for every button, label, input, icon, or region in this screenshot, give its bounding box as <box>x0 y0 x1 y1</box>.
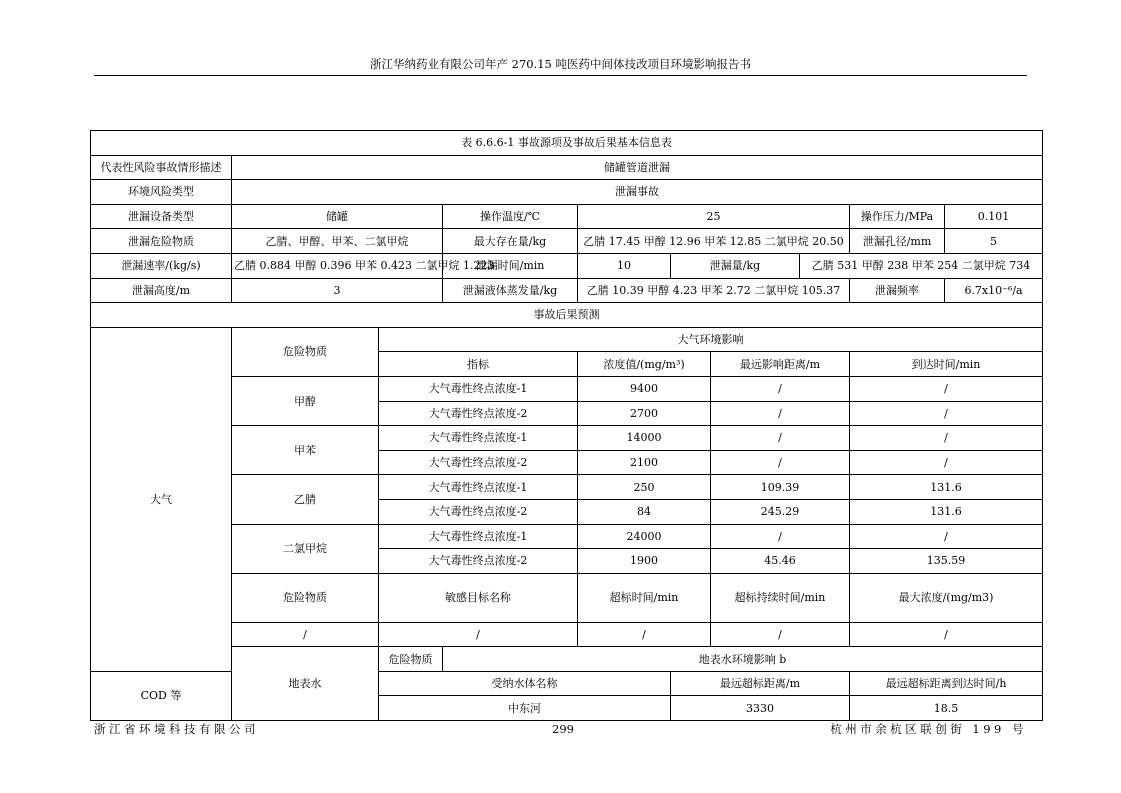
table-cell: / <box>850 401 1043 426</box>
table-cell: 大气毒性终点浓度-1 <box>379 524 578 549</box>
table-cell: 131.6 <box>850 475 1043 500</box>
table-cell: 储罐管道泄漏 <box>232 155 1043 180</box>
substance-name: 甲醇 <box>232 376 379 425</box>
substance-name: 乙腈 <box>232 475 379 524</box>
table-caption: 表 6.6.6-1 事故源项及事故后果基本信息表 <box>91 131 1043 156</box>
substance-name: 甲苯 <box>232 426 379 475</box>
table-cell: 大气毒性终点浓度-2 <box>379 401 578 426</box>
table-cell: 最大存在量/kg <box>443 229 578 254</box>
table-cell: 131.6 <box>850 499 1043 524</box>
table-cell: 操作温度/℃ <box>443 204 578 229</box>
column-header: 最远超标距离到达时间/h <box>850 671 1043 696</box>
table-cell: / <box>578 622 711 647</box>
table-cell: 3330 <box>671 696 850 721</box>
table-cell: 135.59 <box>850 549 1043 574</box>
table-cell: / <box>711 376 850 401</box>
table-cell: 泄漏孔径/mm <box>850 229 945 254</box>
table-cell: 乙腈、甲醇、甲苯、二氯甲烷 <box>232 229 443 254</box>
column-header: 敏感目标名称 <box>379 573 578 622</box>
row-label: 代表性风险事故情形描述 <box>91 155 232 180</box>
footer-company: 浙江省环境科技有限公司 <box>94 722 259 736</box>
air-impact-label: 大气环境影响 <box>379 327 1043 352</box>
table-cell: 18.5 <box>850 696 1043 721</box>
table-cell: 2100 <box>578 450 711 475</box>
table-cell: 泄漏量/kg <box>671 253 800 278</box>
hazard-label: 危险物质 <box>379 647 443 672</box>
substance-name: 二氯甲烷 <box>232 524 379 573</box>
table-cell: / <box>850 450 1043 475</box>
table-cell: 乙腈 17.45 甲醇 12.96 甲苯 12.85 二氯甲烷 20.50 <box>578 229 850 254</box>
page-footer <box>94 721 1027 737</box>
table-cell: 乙腈 0.884 甲醇 0.396 甲苯 0.423 二氯甲烷 1.223 <box>232 253 443 278</box>
table-cell: / <box>232 622 379 647</box>
table-cell: 84 <box>578 499 711 524</box>
table-cell: 操作压力/MPa <box>850 204 945 229</box>
table-cell: / <box>711 524 850 549</box>
table-cell: / <box>850 622 1043 647</box>
table-cell: / <box>850 426 1043 451</box>
table-cell: 大气毒性终点浓度-1 <box>379 475 578 500</box>
column-header: 最远影响距离/m <box>711 352 850 377</box>
footer-address: 杭州市余杭区联创街 199 号 <box>830 722 1027 736</box>
table-cell: 乙腈 10.39 甲醇 4.23 甲苯 2.72 二氯甲烷 105.37 <box>578 278 850 303</box>
table-cell: 乙腈 531 甲醇 238 甲苯 254 二氯甲烷 734 <box>800 253 1043 278</box>
column-header: 指标 <box>379 352 578 377</box>
table-cell: 大气毒性终点浓度-2 <box>379 450 578 475</box>
table-cell: 10 <box>578 253 671 278</box>
table-cell: / <box>850 524 1043 549</box>
row-label: 泄漏设备类型 <box>91 204 232 229</box>
table-cell: 24000 <box>578 524 711 549</box>
table-cell: / <box>711 426 850 451</box>
table-cell: / <box>850 376 1043 401</box>
table-cell: 0.101 <box>945 204 1043 229</box>
table-cell: 5 <box>945 229 1043 254</box>
column-header: 超标持续时间/min <box>711 573 850 622</box>
table-cell: 大气毒性终点浓度-2 <box>379 549 578 574</box>
table-cell: 6.7x10⁻⁶/a <box>945 278 1043 303</box>
row-label: 环境风险类型 <box>91 180 232 205</box>
table-cell: 泄漏频率 <box>850 278 945 303</box>
section-title: 事故后果预测 <box>91 303 1043 328</box>
table-cell: / <box>711 450 850 475</box>
table-cell: / <box>711 401 850 426</box>
hazard-label: 危险物质 <box>232 327 379 376</box>
table-cell: 3 <box>232 278 443 303</box>
table-cell: / <box>711 622 850 647</box>
table-cell: 245.29 <box>711 499 850 524</box>
column-header: 最大浓度/(mg/m3) <box>850 573 1043 622</box>
column-header: 危险物质 <box>232 573 379 622</box>
table-cell: 储罐 <box>232 204 443 229</box>
table-cell: 大气毒性终点浓度-1 <box>379 376 578 401</box>
column-header: 受纳水体名称 <box>379 671 671 696</box>
page-number: 299 <box>552 722 574 736</box>
column-header: 超标时间/min <box>578 573 711 622</box>
table-cell: 大气毒性终点浓度-2 <box>379 499 578 524</box>
table-cell: / <box>379 622 578 647</box>
table-cell: 泄漏时间/min <box>443 253 578 278</box>
row-label: 泄漏速率/(kg/s) <box>91 253 232 278</box>
row-label: 泄漏危险物质 <box>91 229 232 254</box>
table-cell: 1900 <box>578 549 711 574</box>
table-cell: 中东河 <box>379 696 671 721</box>
accident-info-table <box>90 130 1043 721</box>
column-header: 浓度值/(mg/m³) <box>578 352 711 377</box>
water-section-label: 地表水 <box>232 647 379 721</box>
air-section-label: 大气 <box>91 327 232 671</box>
table-cell: 25 <box>578 204 850 229</box>
substance-name: COD 等 <box>91 671 232 720</box>
column-header: 到达时间/min <box>850 352 1043 377</box>
page-header: 浙江华纳药业有限公司年产 270.15 吨医药中间体技改项目环境影响报告书 <box>94 55 1027 76</box>
row-label: 泄漏高度/m <box>91 278 232 303</box>
table-cell: 2700 <box>578 401 711 426</box>
table-cell: 250 <box>578 475 711 500</box>
table-cell: 14000 <box>578 426 711 451</box>
table-cell: 45.46 <box>711 549 850 574</box>
column-header: 最远超标距离/m <box>671 671 850 696</box>
table-cell: 109.39 <box>711 475 850 500</box>
table-cell: 9400 <box>578 376 711 401</box>
table-cell: 泄漏液体蒸发量/kg <box>443 278 578 303</box>
table-cell: 泄漏事故 <box>232 180 1043 205</box>
table-cell: 大气毒性终点浓度-1 <box>379 426 578 451</box>
water-impact-label: 地表水环境影响 b <box>443 647 1043 672</box>
